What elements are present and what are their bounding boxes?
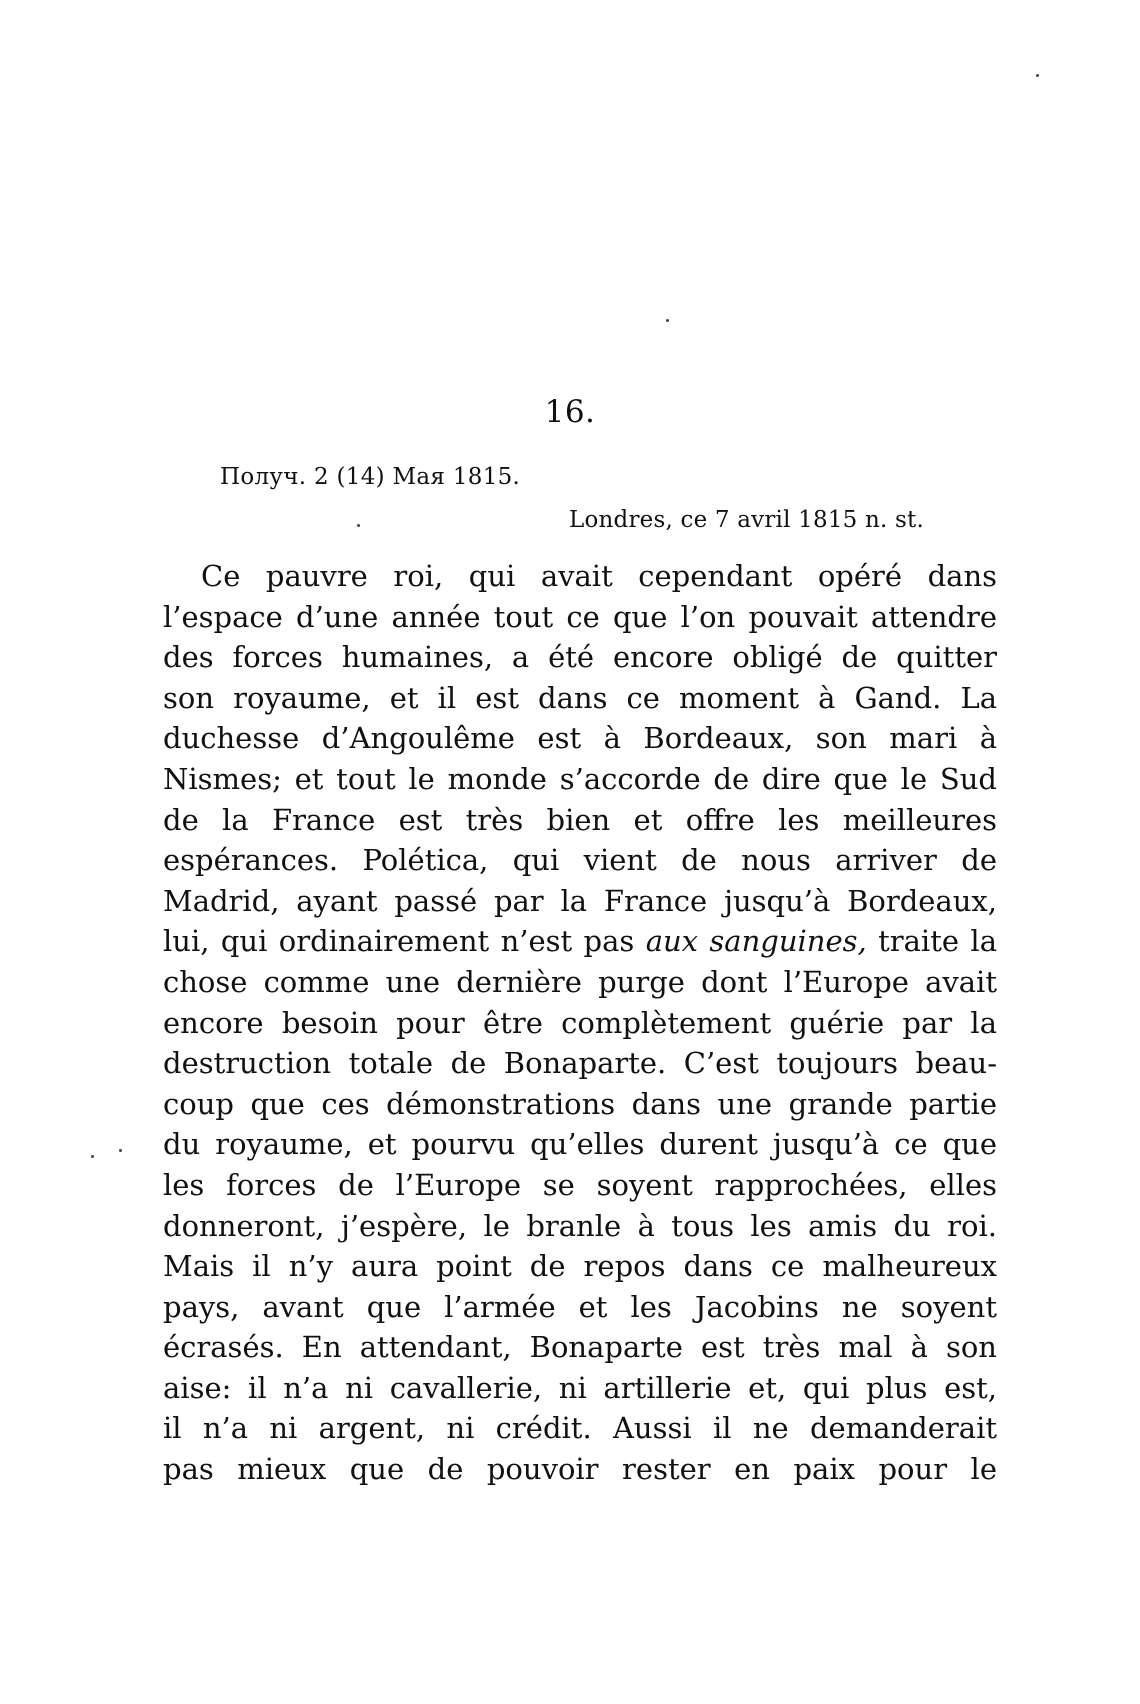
text-line: l’espace d’une année tout ce que l’on pouvait attendre <box>163 599 997 634</box>
text-line: pays, avant que l’armée et les Jacobins ne soyent <box>163 1289 997 1324</box>
scan-speck <box>1036 74 1039 77</box>
text-line: des forces humaines, a été encore obligé de quitter <box>163 640 997 675</box>
text-line: lui, qui ordinairement n’est pas aux sanguines, traite la <box>163 924 997 959</box>
text-line: encore besoin pour être complètement guérie par la <box>163 1005 997 1040</box>
text-line: Ce pauvre roi, qui avait cependant opéré dans <box>201 559 997 593</box>
scan-speck <box>666 319 669 322</box>
text-line: il n’a ni argent, ni crédit. Aussi il ne demanderait <box>163 1411 997 1446</box>
text-line: destruction totale de Bonaparte. C’est toujours beau- <box>163 1046 997 1081</box>
text-line: donneront, j’espère, le branle à tous les amis du roi. <box>163 1208 997 1243</box>
text-line: écrasés. En attendant, Bonaparte est très mal à son <box>163 1330 997 1365</box>
text-line: Nismes; et tout le monde s’accorde de dire que le Sud <box>163 761 997 796</box>
text-line: espérances. Polética, qui vient de nous arriver de <box>163 843 997 878</box>
scan-speck <box>91 1155 94 1158</box>
dateline: Londres, ce 7 avril 1815 n. st. <box>569 507 924 533</box>
letter-body <box>163 556 997 1490</box>
text-line: Madrid, ayant passé par la France jusqu’à Bordeaux, <box>163 883 997 918</box>
text-line: de la France est très bien et offre les meilleures <box>163 802 997 837</box>
text-line: aise: il n’a ni cavallerie, ni artillerie et, qui plus est, <box>163 1370 997 1405</box>
text-line: chose comme une dernière purge dont l’Europe avait <box>163 964 997 999</box>
scan-speck <box>357 524 360 527</box>
received-date-note: Получ. 2 (14) Мая 1815. <box>220 464 521 490</box>
italic-phrase: aux sanguines, <box>645 924 867 959</box>
text-line: du royaume, et pourvu qu’elles durent jusqu’à ce que <box>163 1127 997 1162</box>
text-line: coup que ces démonstrations dans une grande partie <box>163 1086 997 1121</box>
scan-speck <box>119 1149 122 1152</box>
text-line: Mais il n’y aura point de repos dans ce malheureux <box>163 1249 997 1284</box>
letter-number: 16. <box>544 394 596 430</box>
text-line: pas mieux que de pouvoir rester en paix pour le <box>163 1452 997 1487</box>
text-line: les forces de l’Europe se soyent rapprochées, elles <box>163 1167 997 1202</box>
text-line: son royaume, et il est dans ce moment à Gand. La <box>163 680 997 715</box>
text-line: duchesse d’Angoulême est à Bordeaux, son mari à <box>163 721 997 756</box>
